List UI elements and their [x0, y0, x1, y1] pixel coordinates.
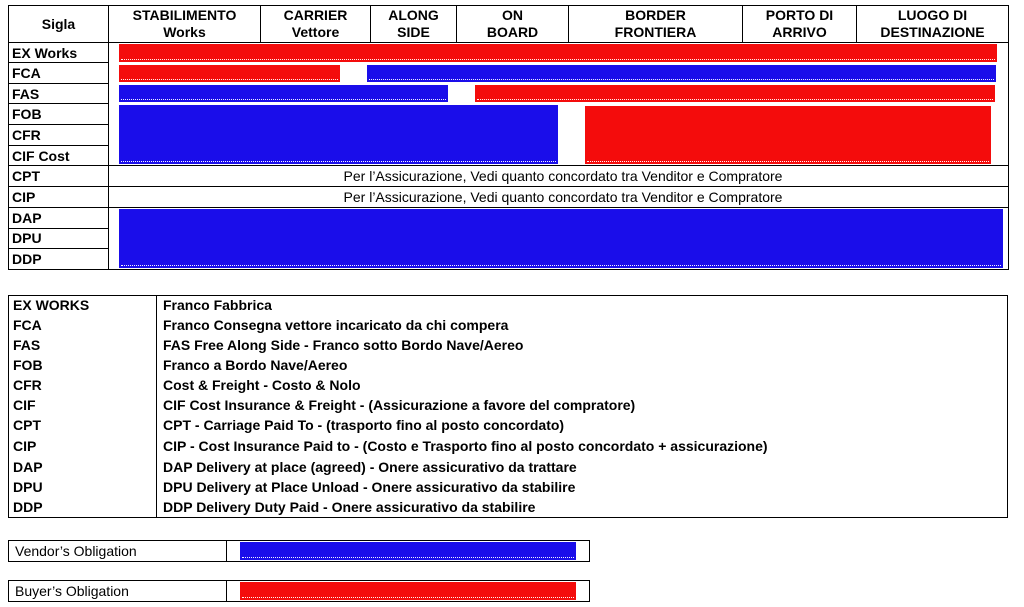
header-luogo — [857, 6, 1008, 42]
glossary-code: FOB — [13, 357, 43, 373]
glossary-row — [8, 375, 1008, 395]
row-code-cfr: CFR — [12, 127, 41, 143]
grid-line — [8, 269, 1009, 270]
glossary-code: DAP — [13, 459, 43, 475]
glossary-row — [8, 477, 1008, 497]
glossary-row — [8, 315, 1008, 335]
glossary-description: FAS Free Along Side - Franco sotto Bordo Nave/Aereo — [163, 337, 524, 353]
header-porto — [743, 6, 856, 42]
insurance-note: Per l’Assicurazione, Vedi quanto concordato tra Venditor e Compratore — [343, 168, 783, 184]
glossary-description: Cost & Freight - Costo & Nolo — [163, 377, 361, 393]
glossary-code: FAS — [13, 337, 41, 353]
glossary-code: CIF — [13, 397, 36, 413]
glossary-row — [8, 355, 1008, 375]
header-line2: DESTINAZIONE — [880, 24, 985, 40]
header-line2: Works — [163, 24, 206, 40]
grid-line — [8, 517, 1008, 518]
header-along-side — [371, 6, 456, 42]
header-line2: FRONTIERA — [614, 24, 697, 40]
row-code-fas: FAS — [12, 86, 40, 102]
header-line1: BORDER — [625, 7, 686, 23]
header-line1: STABILIMENTO — [132, 7, 237, 23]
row-code-dap: DAP — [12, 210, 42, 226]
incoterms-matrix — [8, 5, 1009, 270]
row-code-cpt: CPT — [12, 168, 40, 184]
legend-vendor-swatch — [240, 542, 576, 560]
header-stabilimento — [109, 6, 260, 42]
buyer-obligation-bar — [475, 85, 995, 102]
glossary-description: CIF Cost Insurance & Freight - (Assicurazione a favore del compratore) — [163, 397, 636, 413]
row-code-exworks: EX Works — [12, 45, 78, 61]
vendor-obligation-bar — [119, 209, 1003, 268]
glossary-code: FCA — [13, 317, 42, 333]
header-line1: ON — [502, 7, 523, 23]
header-line2: SIDE — [397, 24, 430, 40]
legend-buyer-swatch — [240, 582, 576, 600]
glossary-code: DDP — [13, 499, 43, 515]
glossary-code: CPT — [13, 417, 41, 433]
header-on-board — [457, 6, 568, 42]
vendor-obligation-bar — [119, 85, 448, 102]
legend-separator — [226, 581, 227, 601]
row-code-dpu: DPU — [12, 230, 42, 246]
glossary-row — [8, 395, 1008, 415]
glossary-row — [8, 457, 1008, 477]
glossary-row — [8, 415, 1008, 435]
glossary-description: Franco Consegna vettore incaricato da chi compera — [163, 317, 509, 333]
row-code-cip: CIP — [12, 189, 36, 205]
glossary-row — [8, 335, 1008, 355]
glossary-row — [8, 436, 1008, 456]
legend-buyer-label: Buyer’s Obligation — [15, 583, 129, 599]
header-line1: CARRIER — [283, 7, 348, 23]
row-code-cif: CIF Cost — [12, 148, 70, 164]
glossary-code: CIP — [13, 438, 37, 454]
glossary-description: CPT - Carriage Paid To - (trasporto fino al posto concordato) — [163, 417, 565, 433]
legend-separator — [226, 541, 227, 561]
header-line1: ALONG — [388, 7, 439, 23]
glossary-row — [8, 497, 1008, 517]
header-carrier — [261, 6, 370, 42]
grid-line — [8, 5, 9, 270]
insurance-note: Per l’Assicurazione, Vedi quanto concordato tra Venditor e Compratore — [343, 189, 783, 205]
glossary-code: EX WORKS — [13, 297, 90, 313]
glossary-description: Franco Fabbrica — [163, 297, 272, 313]
header-line1: Sigla — [41, 15, 76, 32]
row-code-ddp: DDP — [12, 251, 42, 267]
grid-line — [1008, 5, 1009, 270]
grid-line — [8, 42, 1009, 43]
vendor-obligation-bar — [119, 105, 558, 164]
legend-buyer — [8, 580, 590, 602]
header-line1: LUOGO DI — [897, 7, 968, 23]
glossary-row — [8, 295, 1008, 315]
header-line1: PORTO DI — [765, 7, 834, 23]
row-code-fob: FOB — [12, 106, 42, 122]
buyer-obligation-bar — [119, 65, 340, 82]
legend-vendor — [8, 540, 590, 562]
header-line2: BOARD — [486, 24, 539, 40]
glossary-code: CFR — [13, 377, 42, 393]
grid-line — [8, 207, 1009, 208]
buyer-obligation-bar — [585, 106, 991, 164]
incoterms-glossary — [8, 295, 1008, 518]
glossary-description: DDP Delivery Duty Paid - Onere assicurativo da stabilire — [163, 499, 536, 515]
buyer-obligation-bar — [119, 44, 997, 62]
row-code-fca: FCA — [12, 65, 41, 81]
glossary-code: DPU — [13, 479, 43, 495]
grid-line — [108, 5, 109, 270]
glossary-description: DAP Delivery at place (agreed) - Onere assicurativo da trattare — [163, 459, 577, 475]
header-line2: Vettore — [291, 24, 340, 40]
header-line2: ARRIVO — [772, 24, 827, 40]
header-sigla — [9, 6, 108, 42]
glossary-description: CIP - Cost Insurance Paid to - (Costo e Trasporto fino al posto concordato + assicurazione) — [163, 438, 768, 454]
glossary-description: DPU Delivery at Place Unload - Onere assicurativo da stabilire — [163, 479, 576, 495]
header-border — [569, 6, 742, 42]
legend-vendor-label: Vendor’s Obligation — [15, 543, 137, 559]
vendor-obligation-bar — [367, 65, 996, 82]
glossary-description: Franco a Bordo Nave/Aereo — [163, 357, 348, 373]
